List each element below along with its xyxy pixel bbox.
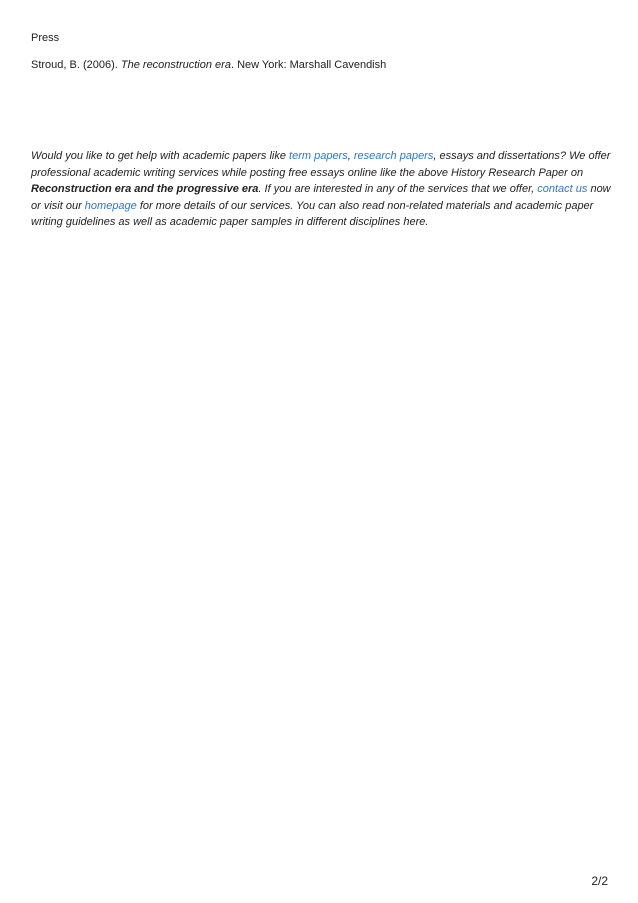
promo-text-1: Would you like to get help with academic papers like: [31, 150, 290, 162]
homepage-link[interactable]: homepage: [84, 199, 137, 212]
promo-text-4: . If you are interested in any of the services that we offer,: [258, 183, 538, 196]
promo-text-5: now or visit our: [31, 183, 611, 212]
promo-text-2: ,: [347, 150, 354, 162]
reference-citation: [31, 58, 386, 72]
promo-paragraph: [31, 148, 611, 231]
promo-text-6: for more details of our services. You can also read non-related materials and academic paper writing guidelines as well as academic paper samples in different disciplines here.: [31, 199, 594, 229]
promo-topic: Reconstruction era and the progressive era: [31, 183, 259, 196]
research-papers-link[interactable]: research papers: [353, 150, 434, 162]
reference-fragment: Press: [31, 32, 60, 44]
promo-text-3: , essays and dissertations? We offer professional academic writing services while posting free essays online like the above History Research Paper on: [31, 150, 611, 179]
term-papers-link[interactable]: term papers: [289, 150, 348, 162]
citation-title: The reconstruction era: [120, 59, 231, 71]
citation-author-year: Stroud, B. (2006).: [31, 59, 121, 71]
citation-publisher: . New York: Marshall Cavendish: [230, 59, 387, 71]
page-number: 2/2: [591, 874, 608, 888]
contact-us-link[interactable]: contact us: [537, 183, 588, 196]
